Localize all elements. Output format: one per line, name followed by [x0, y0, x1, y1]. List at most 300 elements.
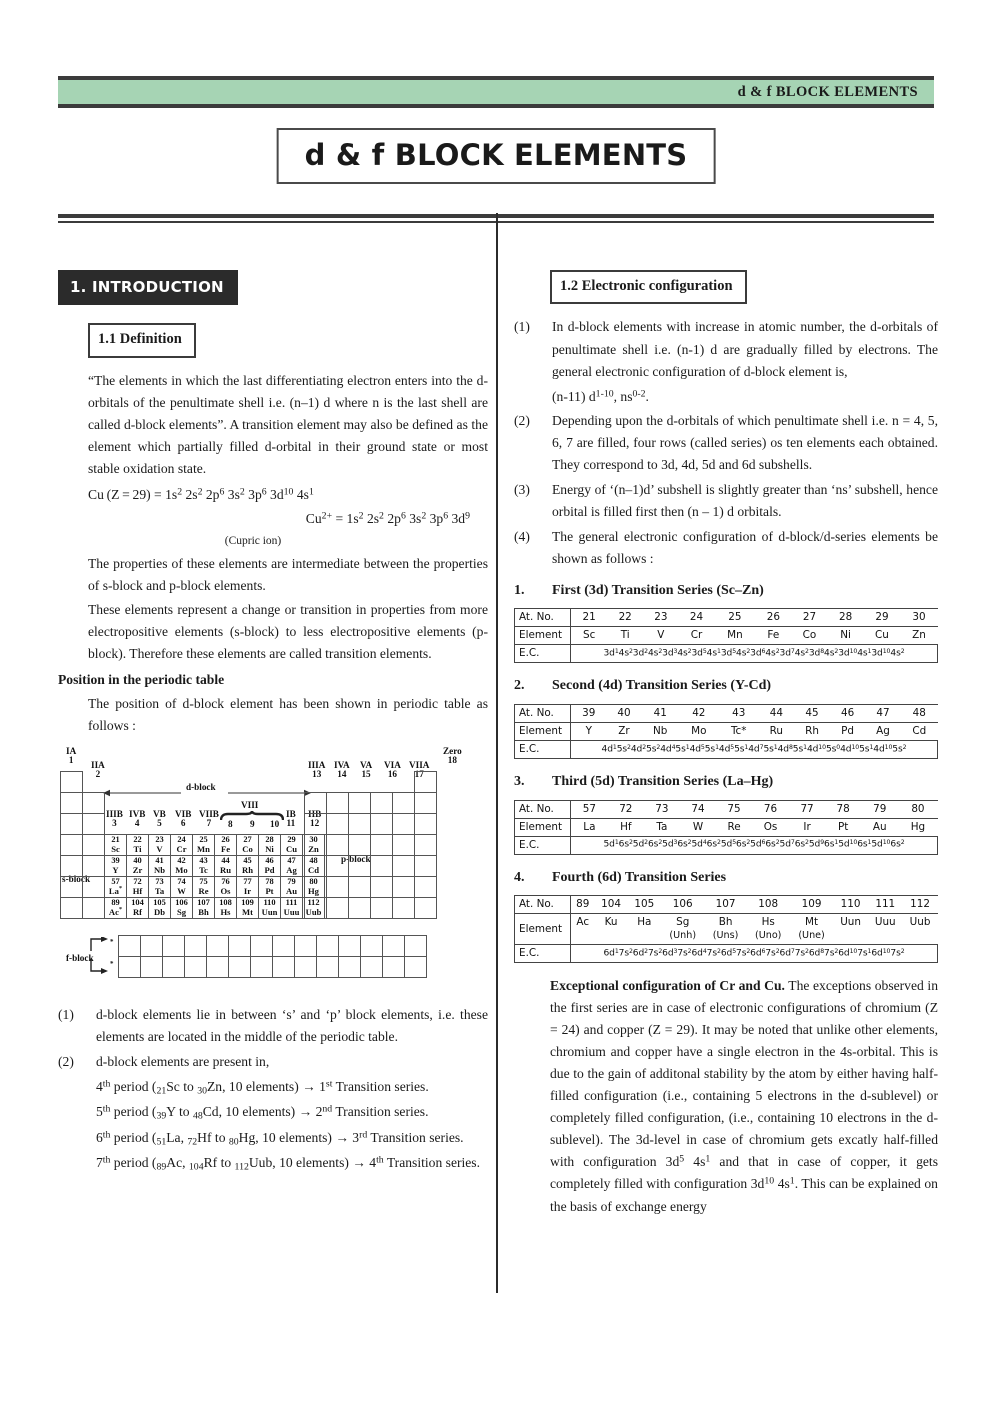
electronic-configuration-cell: $3d^14s^23d^24s^23d^34s^23d^54s^13d^54s^23d^64s^23d^74s^23d^84s^23d^{10}4s^13d^{10}4s^2$	[571, 645, 938, 663]
cell-blank	[349, 897, 371, 918]
group-label-viia: VIIA 17	[409, 759, 430, 780]
table-row	[515, 914, 938, 945]
cell-blank	[327, 792, 349, 813]
atomic-number-cell: 89	[571, 896, 595, 914]
element-symbol-cell: Hg	[898, 818, 937, 836]
sblock-label: s-block	[62, 873, 91, 884]
period-line-6: 6th period ($_{51}La$, $_{72}$Hf to $_{80}$Hg, 10 elements) → 3rd Transition series.	[96, 1129, 464, 1148]
cell-blank	[317, 956, 339, 977]
period-lines-block	[96, 1076, 488, 1176]
element-symbol-cell: La	[571, 818, 608, 836]
equation-cu-neutral: Cu $(Z = 29) = 1s^2$ $2s^2$ $2p^6$ $3s^2$ $3p^6$ $3d^{10}$ $4s^1$	[88, 486, 314, 502]
periodic-cell: 45 Rh	[237, 855, 259, 876]
series-number: 1.	[514, 582, 525, 598]
cell-blank	[229, 956, 251, 977]
cell-blank	[305, 876, 327, 897]
group-label-iiia: IIIA 13	[308, 759, 326, 780]
element-symbol-cell: Ta	[644, 818, 680, 836]
atomic-number-cell: 74	[680, 800, 716, 818]
list-text: In d-block elements with increase in atomic number, the d-orbitals of penultimate shell i.e. (n-1) d are gradually filled by electrons. The general electronic configuration of d-block element is,	[552, 319, 938, 379]
element-symbol-cell: Pd	[830, 723, 865, 741]
periodic-cell: 25 Mn	[193, 834, 215, 855]
atomic-number-cell: 76	[752, 800, 789, 818]
page-title-box	[277, 128, 716, 184]
cell-blank	[83, 792, 105, 813]
cell-blank	[185, 935, 207, 956]
cell-blank	[61, 897, 83, 918]
periodic-cell: 105 Db	[149, 897, 171, 918]
cell-blank	[349, 855, 371, 876]
fblock-star-2: *	[110, 959, 114, 968]
atomic-number-cell: 22	[607, 609, 643, 627]
series-heading-1	[514, 580, 938, 603]
row-label: At. No.	[515, 800, 571, 818]
cell-blank	[273, 956, 295, 977]
dblock-arrow-label: d-block	[186, 781, 216, 792]
cell-blank	[327, 834, 349, 855]
right-column	[514, 270, 938, 1220]
periodic-table-figure	[58, 747, 488, 992]
list-item	[58, 1004, 488, 1048]
electronic-configuration-cell: $4d^15s^24d^25s^24d^45s^14d^55s^14d^55s^14d^75s^14d^85s^14d^{10}5s^04d^{10}5s^14d^{10}5s^2$	[571, 741, 938, 759]
element-symbol-cell: Zn	[901, 627, 938, 645]
row-label: E.C.	[515, 645, 571, 663]
ec-table-fourth-series	[514, 895, 938, 963]
cell-blank	[163, 935, 185, 956]
cell-blank	[349, 792, 371, 813]
row-label: E.C.	[515, 945, 571, 963]
cell-blank	[371, 876, 393, 897]
list-item	[514, 410, 938, 476]
atomic-number-cell: 78	[825, 800, 861, 818]
atomic-number-cell: 46	[830, 705, 865, 723]
atomic-number-cell: 26	[755, 609, 791, 627]
periodic-cell: 77 Ir	[237, 876, 259, 897]
list-marker: (1)	[58, 1006, 74, 1022]
element-symbol-cell: Cr	[679, 627, 715, 645]
equation-cu-ion: $Cu^{2+} = 1s^2$ $2s^2$ $2p^6$ $3s^2$ $3p^6$ $3d^9$	[305, 510, 470, 526]
cell-blank	[371, 792, 393, 813]
atomic-number-cell: 28	[828, 609, 864, 627]
cell-blank	[61, 792, 83, 813]
atomic-number-cell: 108	[747, 896, 790, 914]
table-row	[515, 645, 938, 663]
cell-blank	[415, 771, 437, 792]
cell-blank	[361, 935, 383, 956]
row-label: Element	[515, 627, 571, 645]
list-item	[514, 479, 938, 523]
atomic-number-cell: 29	[863, 609, 900, 627]
element-symbol-cell: Fe	[755, 627, 791, 645]
fblock-star-1: *	[110, 937, 114, 946]
element-symbol-cell: Cd	[901, 723, 937, 741]
row-label: At. No.	[515, 705, 571, 723]
cell-blank	[273, 935, 295, 956]
atomic-number-cell: 41	[641, 705, 679, 723]
periodic-cell: 110 Uun	[259, 897, 281, 918]
group-label-viii: VIII	[241, 799, 259, 810]
fblock-label: f-block	[66, 952, 94, 963]
atomic-number-cell: 23	[643, 609, 679, 627]
section-heading-introduction: 1. INTRODUCTION	[58, 270, 238, 305]
cell-blank	[349, 813, 371, 834]
element-symbol-cell: Hs (Uno)	[747, 914, 790, 945]
cell-blank	[83, 897, 105, 918]
element-symbol-cell: Hf	[608, 818, 644, 836]
cell-blank	[61, 771, 83, 792]
cell-blank	[415, 813, 437, 834]
cell-blank	[415, 834, 437, 855]
definition-paragraph: “The elements in which the last differentiating electron enters into the d-orbitals of the penultimate shell i.e. (n–1) d where n is the last shell are called d-block elements”. A transition element may also be defined as the element which partially filled d-orbital in their ground state or most stable oxidation state.	[88, 372, 488, 476]
cell-blank	[327, 813, 349, 834]
cell-blank	[83, 876, 105, 897]
periodic-cell: 39 Y	[105, 855, 127, 876]
element-symbol-cell: Ru	[759, 723, 794, 741]
list-marker: (4)	[514, 528, 530, 544]
series-title: Second (4d) Transition Series (Y-Cd)	[552, 678, 772, 694]
element-symbol-cell: Y	[571, 723, 607, 741]
cell-blank	[229, 935, 251, 956]
exception-body: The exceptions observed in the first series are in case of electronic configurations of chromium (Z = 24) and copper (Z = 29). It may be noted that unlike other elements, chromium and copper have a single electron in the 4s-orbital. This is due to the gain of additonal stability by the atom by either having half-filled configuration (i.e., containing 5 electrons in the d-sublevel) or completely filled configuration, (i.e., containing 10 electrons in the d-sublevel). The 3d-level in case of chromium gets excatly half-filled with configuration $3d^5$ $4s^1$ and that in case of copper, it gets completely filled with configuration $3d^{10}$ $4s^1$. This can be explained on the basis of exchange energy	[550, 978, 938, 1214]
paragraph-position-intro: The position of d-block element has been shown in periodic table as follows :	[88, 695, 488, 733]
electronic-configuration-cell: $5d^16s^25d^26s^25d^36s^25d^46s^25d^56s^25d^66s^25d^76s^25d^96s^15d^{10}6s^15d^{10}6s^2$	[571, 836, 938, 854]
cell-blank	[61, 855, 83, 876]
atomic-number-cell: 75	[716, 800, 752, 818]
period-line-7: 7th period ($_{89}Ac$, $_{104}$Rf to $_{112}$Uub, 10 elements) → 4th Transition series.	[96, 1154, 481, 1174]
cell-blank	[83, 834, 105, 855]
periodic-cell: 28 Ni	[259, 834, 281, 855]
group-label-ib: IB 11	[286, 808, 296, 829]
cell-blank	[141, 956, 163, 977]
cell-blank	[393, 897, 415, 918]
periodic-cell: 26 Fe	[215, 834, 237, 855]
cell-blank	[61, 834, 83, 855]
list-text: d-block elements are present in,	[96, 1053, 270, 1069]
right-notes-list-2	[514, 410, 938, 570]
subheading-definition: 1.1 Definition	[88, 323, 196, 357]
list-text: The general electronic configuration of d-block/d-series elements be shown as follows :	[552, 528, 938, 566]
atomic-number-cell: 77	[789, 800, 825, 818]
periodic-cell: 78 Pt	[259, 876, 281, 897]
group-label-ia: IA 1	[66, 745, 77, 766]
group-label-iib: IIB 12	[308, 808, 322, 829]
table-row	[515, 800, 938, 818]
cell-blank	[119, 935, 141, 956]
periodic-cell: 27 Co	[237, 834, 259, 855]
cell-blank	[141, 935, 163, 956]
periodic-cell: 40 Zr	[127, 855, 149, 876]
cell-blank	[185, 956, 207, 977]
periodic-cell: 43 Tc	[193, 855, 215, 876]
subheading-electronic-configuration: 1.2 Electronic configuration	[550, 270, 747, 304]
cell-blank	[371, 855, 393, 876]
fblock-arrows-icon	[88, 937, 110, 975]
equation-caption: (Cupric ion)	[224, 534, 282, 547]
cell-blank	[251, 956, 273, 977]
group-label-iiib: IIIB 3	[106, 808, 123, 829]
pblock-grid	[304, 771, 437, 919]
list-marker: (2)	[514, 412, 530, 428]
viii-brace-icon	[220, 811, 284, 821]
page-title: d & f BLOCK ELEMENTS	[304, 138, 688, 172]
atomic-number-cell: 44	[759, 705, 794, 723]
cell-blank	[305, 855, 327, 876]
cell-blank	[327, 855, 349, 876]
element-symbol-cell: Ha	[628, 914, 661, 945]
cell-blank	[415, 855, 437, 876]
atomic-number-cell: 109	[790, 896, 833, 914]
periodic-cell: 46 Pd	[259, 855, 281, 876]
atomic-number-cell: 30	[901, 609, 938, 627]
atomic-number-cell: 42	[679, 705, 719, 723]
cell-blank	[349, 876, 371, 897]
atomic-number-cell: 24	[679, 609, 715, 627]
element-symbol-cell: Re	[716, 818, 752, 836]
cell-blank	[305, 897, 327, 918]
list-marker: (2)	[58, 1053, 74, 1069]
row-label: At. No.	[515, 896, 571, 914]
column-divider	[496, 213, 498, 1293]
cell-blank	[327, 897, 349, 918]
exception-lead: Exceptional configuration of Cr and Cu.	[550, 978, 785, 994]
atomic-number-cell: 111	[868, 896, 903, 914]
general-configuration-formula: (n-11) $d^{1-10}$, $ns^{0-2}$.	[552, 387, 649, 404]
cell-blank	[415, 792, 437, 813]
atomic-number-cell: 57	[571, 800, 608, 818]
cell-blank	[393, 855, 415, 876]
list-marker: (3)	[514, 481, 530, 497]
group-label-vb: VB 5	[153, 808, 166, 829]
cell-blank	[119, 956, 141, 977]
periodic-cell: 107 Bh	[193, 897, 215, 918]
atomic-number-cell: 40	[607, 705, 642, 723]
periodic-cell: 48 Cd	[303, 855, 325, 876]
atomic-number-cell: 39	[571, 705, 607, 723]
ec-table-first-series	[514, 608, 938, 663]
periodic-cell: 47 Ag	[281, 855, 303, 876]
atomic-number-cell: 21	[571, 609, 608, 627]
cell-blank	[163, 956, 185, 977]
cell-blank	[371, 834, 393, 855]
group-label-viib: VIIB 7	[199, 808, 219, 829]
paragraph-properties: The properties of these elements are intermediate between the properties of s-block and p-block elements.	[88, 555, 488, 593]
group-label-iva: IVA 14	[334, 759, 350, 780]
element-symbol-cell: Co	[791, 627, 828, 645]
atomic-number-cell: 79	[861, 800, 898, 818]
cell-blank	[415, 897, 437, 918]
cell-blank	[371, 813, 393, 834]
series-heading-3	[514, 771, 938, 794]
element-symbol-cell: Uuu	[868, 914, 903, 945]
group-label-zero: Zero 18	[443, 745, 462, 766]
element-symbol-cell: V	[643, 627, 679, 645]
cell-blank	[317, 935, 339, 956]
table-row	[515, 818, 938, 836]
cell-blank	[305, 834, 327, 855]
period-line-5: 5th period ($_{39}Y$ to $_{48}$Cd, 10 elements) → 2nd Transition series.	[96, 1103, 429, 1123]
periodic-cell: 44 Ru	[215, 855, 237, 876]
cell-blank	[361, 956, 383, 977]
cell-blank	[83, 855, 105, 876]
periodic-cell: 89 Ac*	[105, 897, 127, 918]
element-symbol-cell: Cu	[863, 627, 900, 645]
periodic-cell: 80 Hg	[303, 876, 325, 897]
cell-blank	[405, 956, 427, 977]
atomic-number-cell: 73	[644, 800, 680, 818]
electronic-configuration-cell: $6d^17s^26d^27s^26d^37s^26d^47s^26d^57s^26d^67s^26d^77s^26d^87s^26d^{10}7s^16d^{10}7s^2$	[571, 945, 938, 963]
element-symbol-cell: Uub	[903, 914, 938, 945]
cell-blank	[383, 956, 405, 977]
right-notes-list	[514, 316, 938, 382]
page-header-band	[58, 76, 934, 108]
element-symbol-cell: Nb	[641, 723, 679, 741]
running-title: d & f BLOCK ELEMENTS	[737, 83, 918, 100]
periodic-cell: 79 Au	[281, 876, 303, 897]
element-symbol-cell: Ir	[789, 818, 825, 836]
element-symbol-cell: Bh (Uns)	[705, 914, 747, 945]
atomic-number-cell: 80	[898, 800, 937, 818]
atomic-number-cell: 112	[903, 896, 938, 914]
table-row	[515, 609, 938, 627]
element-symbol-cell: Ac	[571, 914, 595, 945]
element-symbol-cell: Tc*	[719, 723, 759, 741]
cell-blank	[393, 792, 415, 813]
series-heading-2	[514, 675, 938, 698]
table-row	[515, 836, 938, 854]
pblock-label: p-block	[341, 853, 371, 864]
group-number-9: 9	[250, 818, 255, 829]
atomic-number-cell: 72	[608, 800, 644, 818]
cell-blank	[349, 834, 371, 855]
list-text: d-block elements lie in between ‘s’ and ‘p’ block elements, i.e. these elements are located in the middle of the periodic table.	[96, 1006, 488, 1044]
series-number: 2.	[514, 678, 525, 694]
series-title: First (3d) Transition Series (Sc–Zn)	[552, 582, 764, 598]
cell-blank	[393, 813, 415, 834]
element-symbol-cell: Ni	[828, 627, 864, 645]
list-marker: (1)	[514, 319, 530, 335]
row-label: E.C.	[515, 836, 571, 854]
fblock-grid	[118, 935, 427, 978]
atomic-number-cell: 25	[714, 609, 755, 627]
cell-blank	[207, 935, 229, 956]
cell-blank	[405, 935, 427, 956]
atomic-number-cell: 110	[833, 896, 868, 914]
cell-blank	[295, 935, 317, 956]
dblock-arrow-icon	[103, 788, 311, 798]
atomic-number-cell: 47	[865, 705, 901, 723]
exception-paragraph	[550, 975, 938, 1217]
series-number: 4.	[514, 869, 525, 885]
group-label-via: VIA 16	[384, 759, 401, 780]
element-symbol-cell: Ti	[607, 627, 643, 645]
table-row	[515, 627, 938, 645]
periodic-cell: 30 Zn	[303, 834, 325, 855]
element-symbol-cell: Sg (Unh)	[661, 914, 705, 945]
period-line-4: 4th period ($_{21}Sc$ to $_{30}$Zn, 10 elements) → 1st Transition series.	[96, 1078, 429, 1097]
atomic-number-cell: 27	[791, 609, 828, 627]
ec-table-second-series	[514, 704, 938, 759]
element-symbol-cell: W	[680, 818, 716, 836]
element-symbol-cell: Os	[752, 818, 789, 836]
list-item	[58, 1051, 488, 1073]
periodic-cell: 106 Sg	[171, 897, 193, 918]
cell-blank	[371, 897, 393, 918]
periodic-cell: 75 Re	[193, 876, 215, 897]
element-symbol-cell: Zr	[607, 723, 642, 741]
row-label: Element	[515, 723, 571, 741]
series-number: 3.	[514, 774, 525, 789]
cell-blank	[339, 935, 361, 956]
element-symbol-cell: Pt	[825, 818, 861, 836]
row-label: At. No.	[515, 609, 571, 627]
group-label-va: VA 15	[360, 759, 373, 780]
table-row	[515, 723, 938, 741]
periodic-cell: 23 V	[149, 834, 171, 855]
cell-blank	[393, 834, 415, 855]
cell-blank	[251, 935, 273, 956]
table-row	[515, 896, 938, 914]
cell-blank	[61, 813, 83, 834]
periodic-cell: 22 Ti	[127, 834, 149, 855]
cell-blank	[327, 876, 349, 897]
periodic-cell: 104 Rf	[127, 897, 149, 918]
periodic-cell: 72 Hf	[127, 876, 149, 897]
cell-blank	[393, 876, 415, 897]
periodic-cell: 57 La*	[105, 876, 127, 897]
group-label-ivb: IVB 4	[129, 808, 146, 829]
list-item	[514, 316, 938, 382]
periodic-cell: 29 Cu	[281, 834, 303, 855]
sblock-grid	[60, 771, 105, 919]
group-label-iia: IIA 2	[91, 759, 105, 780]
row-label: Element	[515, 914, 571, 945]
left-column	[58, 270, 488, 1178]
cell-blank	[295, 956, 317, 977]
ec-table-third-series	[514, 800, 938, 855]
list-text: Depending upon the d-orbitals of which penultimate shell i.e. n = 4, 5, 6, 7 are filled, four rows (called series) os ten elements each obtained. They correspond to 3d, 4d, 5d and 6d subshells.	[552, 412, 938, 472]
element-symbol-cell: Uun	[833, 914, 868, 945]
cell-blank	[383, 935, 405, 956]
atomic-number-cell: 105	[628, 896, 661, 914]
atomic-number-cell: 48	[901, 705, 937, 723]
cell-blank	[61, 876, 83, 897]
table-row	[515, 705, 938, 723]
series-heading-4	[514, 867, 938, 890]
periodic-cell: 42 Mo	[171, 855, 193, 876]
row-label: E.C.	[515, 741, 571, 759]
group-number-8: 8	[228, 818, 233, 829]
cell-blank	[415, 876, 437, 897]
element-symbol-cell: Rh	[794, 723, 830, 741]
atomic-number-cell: 45	[794, 705, 830, 723]
element-symbol-cell: Au	[861, 818, 898, 836]
periodic-cell: 74 W	[171, 876, 193, 897]
series-title: Fourth (6d) Transition Series	[552, 869, 727, 885]
periodic-cell: 76 Os	[215, 876, 237, 897]
element-symbol-cell: Ag	[865, 723, 901, 741]
atomic-number-cell: 107	[705, 896, 747, 914]
periodic-cell: 73 Ta	[149, 876, 171, 897]
cell-blank	[339, 956, 361, 977]
element-symbol-cell: Mt (Une)	[790, 914, 833, 945]
series-title: Third (5d) Transition Series (La–Hg)	[552, 774, 774, 789]
paragraph-transition: These elements represent a change or transition in properties from more electropositive elements (s-block) to less electropositive elements (p-block). Therefore these elements are called transition elements.	[88, 601, 488, 661]
periodic-cell: 109 Mt	[237, 897, 259, 918]
cell-blank	[207, 956, 229, 977]
atomic-number-cell: 104	[594, 896, 627, 914]
element-symbol-cell: Sc	[571, 627, 608, 645]
cell-blank	[83, 813, 105, 834]
